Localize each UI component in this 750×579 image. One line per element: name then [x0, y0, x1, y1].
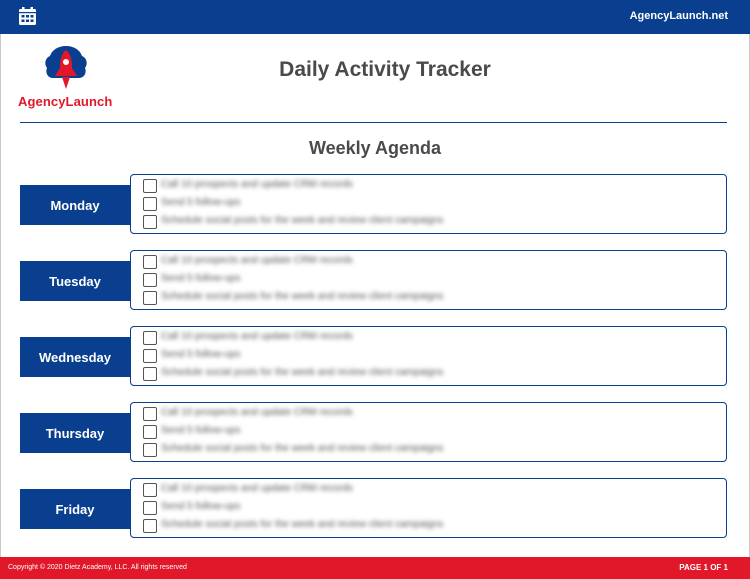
task-checkbox[interactable]: [143, 443, 157, 457]
task-checkbox[interactable]: [143, 407, 157, 421]
task-checkbox[interactable]: [143, 197, 157, 211]
day-label: Wednesday: [20, 337, 130, 377]
task-text: Schedule social posts for the week and review client campaigns: [161, 291, 444, 302]
task-text: Send 5 follow-ups: [161, 349, 241, 360]
task-text: Schedule social posts for the week and review client campaigns: [161, 367, 444, 378]
logo-text: AgencyLaunch: [18, 94, 113, 109]
task-item: [143, 291, 543, 305]
task-item: [143, 215, 543, 229]
task-item: [143, 197, 543, 211]
task-list: [130, 250, 727, 310]
task-text: Schedule social posts for the week and review client campaigns: [161, 215, 444, 226]
task-text: Send 5 follow-ups: [161, 197, 241, 208]
task-list: [130, 402, 727, 462]
day-label: Monday: [20, 185, 130, 225]
task-item: [143, 443, 543, 457]
task-text: Call 10 prospects and update CRM records: [161, 407, 353, 418]
task-item: [143, 519, 543, 533]
task-item: [143, 483, 543, 497]
task-checkbox[interactable]: [143, 425, 157, 439]
day-row-friday: [20, 478, 728, 539]
task-checkbox[interactable]: [143, 179, 157, 193]
day-label: Tuesday: [20, 261, 130, 301]
task-text: Call 10 prospects and update CRM records: [161, 179, 353, 190]
task-text: Schedule social posts for the week and review client campaigns: [161, 519, 444, 530]
task-item: [143, 349, 543, 363]
task-item: [143, 179, 543, 193]
section-title: Weekly Agenda: [308, 138, 442, 158]
day-label: Friday: [20, 489, 130, 529]
task-item: [143, 367, 543, 381]
task-item: [143, 501, 543, 515]
task-item: [143, 425, 543, 439]
task-checkbox[interactable]: [143, 501, 157, 515]
task-text: Call 10 prospects and update CRM records: [161, 483, 353, 494]
task-text: Call 10 prospects and update CRM records: [161, 331, 353, 342]
task-list: [130, 478, 727, 538]
day-row-monday: [20, 174, 728, 235]
task-checkbox[interactable]: [143, 291, 157, 305]
task-text: Send 5 follow-ups: [161, 501, 241, 512]
top-bar: [0, 0, 750, 34]
task-checkbox[interactable]: [143, 519, 157, 533]
task-item: [143, 407, 543, 421]
task-text: Send 5 follow-ups: [161, 273, 241, 284]
task-checkbox[interactable]: [143, 483, 157, 497]
day-row-tuesday: [20, 250, 728, 311]
copyright-text: Copyright © 2020 Dietz Academy, LLC. All rights reserved: [8, 564, 187, 571]
page-title: Daily Activity Tracker: [279, 58, 491, 81]
task-checkbox[interactable]: [143, 215, 157, 229]
rocket-icon: [44, 44, 88, 92]
page-number: PAGE 1 OF 1: [679, 563, 728, 572]
task-text: Send 5 follow-ups: [161, 425, 241, 436]
task-item: [143, 255, 543, 269]
calendar-icon: [19, 7, 36, 25]
footer: [0, 557, 750, 579]
day-row-wednesday: [20, 326, 728, 387]
task-checkbox[interactable]: [143, 367, 157, 381]
day-row-thursday: [20, 402, 728, 463]
task-checkbox[interactable]: [143, 349, 157, 363]
task-list: [130, 174, 727, 234]
divider: [20, 122, 727, 123]
task-checkbox[interactable]: [143, 273, 157, 287]
task-list: [130, 326, 727, 386]
logo: [18, 42, 114, 112]
task-text: Schedule social posts for the week and review client campaigns: [161, 443, 444, 454]
task-item: [143, 331, 543, 345]
day-label: Thursday: [20, 413, 130, 453]
task-text: Call 10 prospects and update CRM records: [161, 255, 353, 266]
task-item: [143, 273, 543, 287]
task-checkbox[interactable]: [143, 255, 157, 269]
site-url[interactable]: AgencyLaunch.net: [629, 10, 728, 22]
task-checkbox[interactable]: [143, 331, 157, 345]
